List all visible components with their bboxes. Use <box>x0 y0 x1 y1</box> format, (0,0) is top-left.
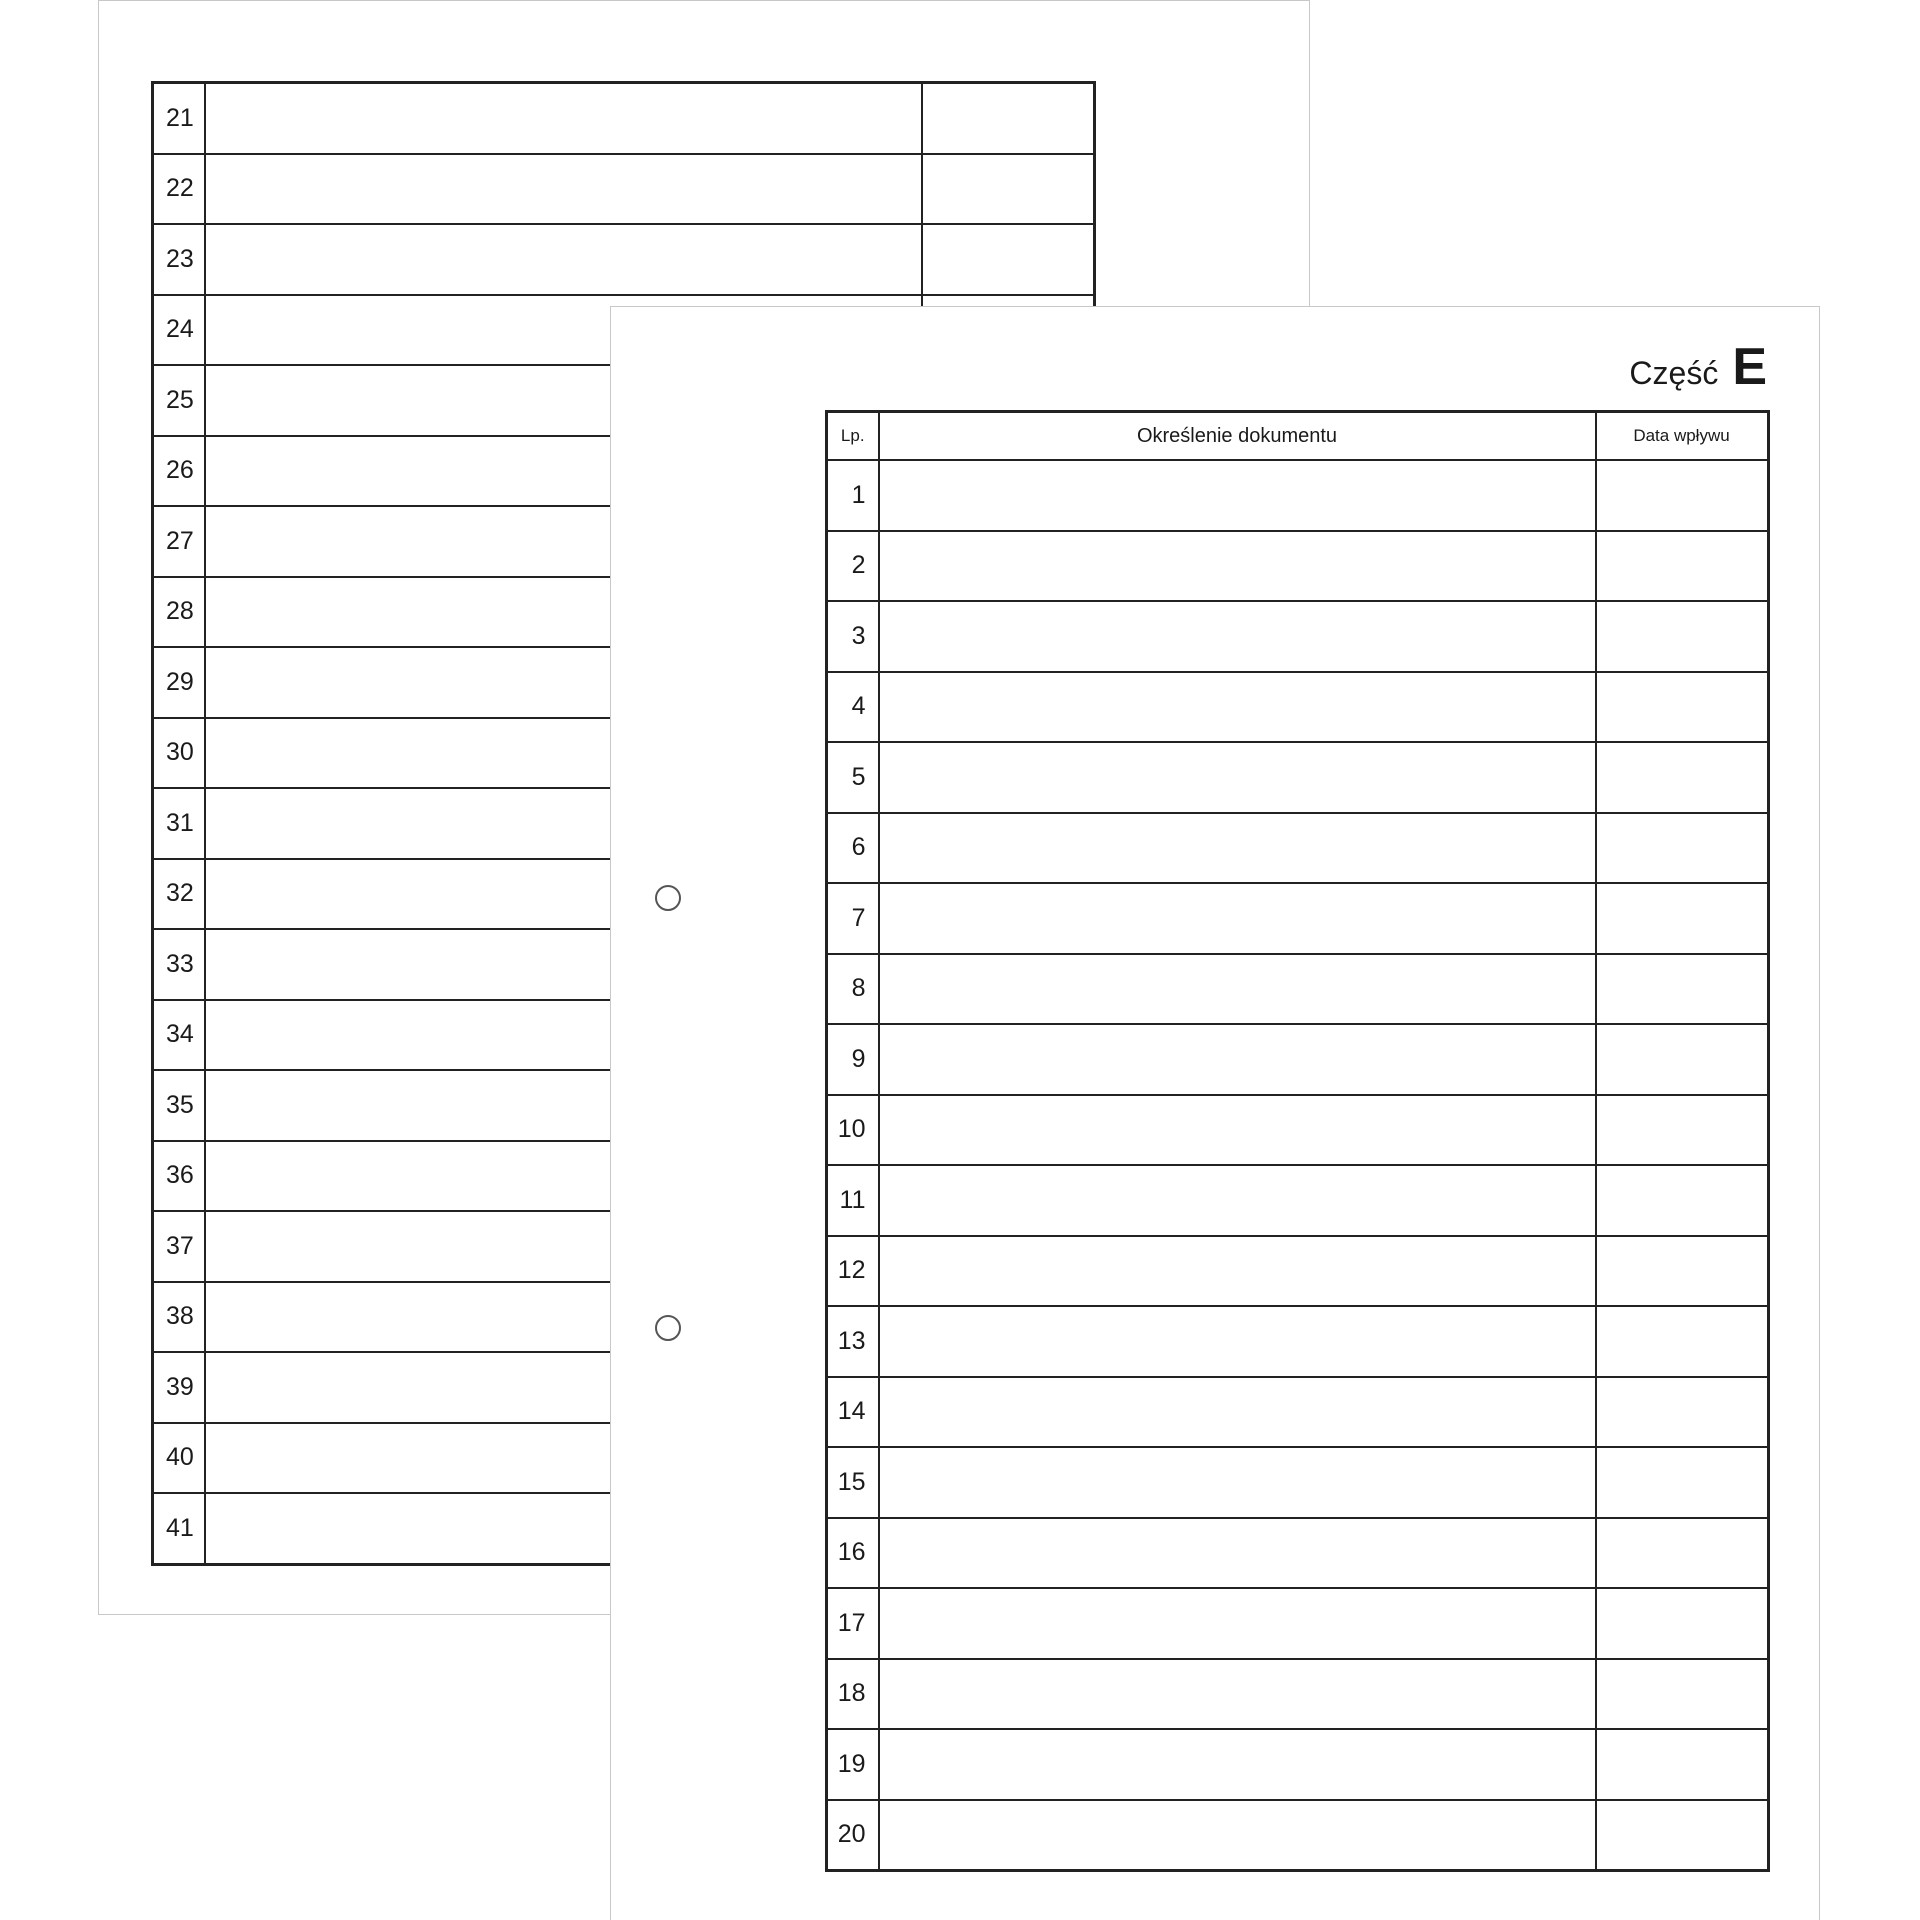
date-cell[interactable] <box>1596 742 1769 813</box>
table-row <box>827 1800 1769 1871</box>
row-number: 8 <box>827 954 879 1025</box>
table-row <box>153 83 1095 154</box>
date-cell[interactable] <box>922 224 1095 295</box>
row-number: 2 <box>827 531 879 602</box>
date-cell[interactable] <box>922 83 1095 154</box>
table-row <box>827 954 1769 1025</box>
row-number: 24 <box>153 295 205 366</box>
description-cell[interactable] <box>879 1095 1596 1166</box>
table-row <box>827 1377 1769 1448</box>
row-number: 40 <box>153 1423 205 1494</box>
description-cell[interactable] <box>879 813 1596 884</box>
description-cell[interactable] <box>205 154 922 225</box>
description-cell[interactable] <box>879 954 1596 1025</box>
description-cell[interactable] <box>879 1165 1596 1236</box>
description-cell[interactable] <box>205 224 922 295</box>
row-number: 22 <box>153 154 205 225</box>
row-number: 36 <box>153 1141 205 1212</box>
description-cell[interactable] <box>879 1377 1596 1448</box>
description-cell[interactable] <box>879 742 1596 813</box>
row-number: 7 <box>827 883 879 954</box>
date-cell[interactable] <box>922 154 1095 225</box>
table-row <box>827 1024 1769 1095</box>
date-cell[interactable] <box>1596 601 1769 672</box>
front-table-body <box>827 460 1769 1871</box>
description-cell[interactable] <box>205 83 922 154</box>
row-number: 26 <box>153 436 205 507</box>
description-cell[interactable] <box>879 460 1596 531</box>
header-description: Określenie dokumentu <box>879 412 1596 461</box>
row-number: 25 <box>153 365 205 436</box>
table-row <box>827 1165 1769 1236</box>
table-row <box>827 1095 1769 1166</box>
description-cell[interactable] <box>879 1518 1596 1589</box>
header-lp: Lp. <box>827 412 879 461</box>
date-cell[interactable] <box>1596 1095 1769 1166</box>
row-number: 30 <box>153 718 205 789</box>
date-cell[interactable] <box>1596 954 1769 1025</box>
date-cell[interactable] <box>1596 460 1769 531</box>
row-number: 3 <box>827 601 879 672</box>
description-cell[interactable] <box>879 883 1596 954</box>
date-cell[interactable] <box>1596 1518 1769 1589</box>
date-cell[interactable] <box>1596 1306 1769 1377</box>
row-number: 1 <box>827 460 879 531</box>
date-cell[interactable] <box>1596 813 1769 884</box>
table-row <box>827 601 1769 672</box>
punch-hole-icon <box>655 1315 681 1341</box>
row-number: 6 <box>827 813 879 884</box>
row-number: 11 <box>827 1165 879 1236</box>
row-number: 17 <box>827 1588 879 1659</box>
table-row <box>827 1729 1769 1800</box>
row-number: 5 <box>827 742 879 813</box>
row-number: 19 <box>827 1729 879 1800</box>
description-cell[interactable] <box>879 531 1596 602</box>
section-title <box>1629 337 1767 397</box>
table-row <box>827 1447 1769 1518</box>
description-cell[interactable] <box>879 1729 1596 1800</box>
date-cell[interactable] <box>1596 1729 1769 1800</box>
row-number: 35 <box>153 1070 205 1141</box>
description-cell[interactable] <box>879 1800 1596 1871</box>
date-cell[interactable] <box>1596 1800 1769 1871</box>
date-cell[interactable] <box>1596 1588 1769 1659</box>
row-number: 34 <box>153 1000 205 1071</box>
row-number: 32 <box>153 859 205 930</box>
date-cell[interactable] <box>1596 1447 1769 1518</box>
date-cell[interactable] <box>1596 883 1769 954</box>
description-cell[interactable] <box>879 1306 1596 1377</box>
table-row <box>827 1306 1769 1377</box>
date-cell[interactable] <box>1596 672 1769 743</box>
row-number: 15 <box>827 1447 879 1518</box>
table-row <box>827 531 1769 602</box>
section-title-letter: E <box>1732 338 1767 396</box>
description-cell[interactable] <box>879 672 1596 743</box>
date-cell[interactable] <box>1596 1024 1769 1095</box>
row-number: 21 <box>153 83 205 154</box>
row-number: 37 <box>153 1211 205 1282</box>
header-date: Data wpływu <box>1596 412 1769 461</box>
table-row <box>827 460 1769 531</box>
table-row <box>827 813 1769 884</box>
row-number: 10 <box>827 1095 879 1166</box>
date-cell[interactable] <box>1596 1165 1769 1236</box>
table-row <box>827 1518 1769 1589</box>
table-row <box>153 154 1095 225</box>
row-number: 23 <box>153 224 205 295</box>
table-row <box>827 1588 1769 1659</box>
row-number: 38 <box>153 1282 205 1353</box>
date-cell[interactable] <box>1596 1659 1769 1730</box>
row-number: 39 <box>153 1352 205 1423</box>
description-cell[interactable] <box>879 1024 1596 1095</box>
table-row <box>827 742 1769 813</box>
punch-hole-icon <box>655 885 681 911</box>
table-row <box>827 1659 1769 1730</box>
front-sheet <box>610 306 1820 1920</box>
table-row <box>827 1236 1769 1307</box>
row-number: 4 <box>827 672 879 743</box>
row-number: 41 <box>153 1493 205 1564</box>
date-cell[interactable] <box>1596 1236 1769 1307</box>
row-number: 13 <box>827 1306 879 1377</box>
row-number: 28 <box>153 577 205 648</box>
table-header-row <box>827 412 1769 461</box>
description-cell[interactable] <box>879 1236 1596 1307</box>
row-number: 20 <box>827 1800 879 1871</box>
table-row <box>827 883 1769 954</box>
front-register-table <box>825 410 1770 1872</box>
row-number: 12 <box>827 1236 879 1307</box>
description-cell[interactable] <box>879 1659 1596 1730</box>
row-number: 18 <box>827 1659 879 1730</box>
date-cell[interactable] <box>1596 531 1769 602</box>
row-number: 27 <box>153 506 205 577</box>
row-number: 14 <box>827 1377 879 1448</box>
date-cell[interactable] <box>1596 1377 1769 1448</box>
description-cell[interactable] <box>879 1447 1596 1518</box>
row-number: 16 <box>827 1518 879 1589</box>
row-number: 29 <box>153 647 205 718</box>
description-cell[interactable] <box>879 1588 1596 1659</box>
description-cell[interactable] <box>879 601 1596 672</box>
row-number: 33 <box>153 929 205 1000</box>
table-row <box>153 224 1095 295</box>
row-number: 31 <box>153 788 205 859</box>
table-row <box>827 672 1769 743</box>
section-title-word: Część <box>1629 355 1719 391</box>
row-number: 9 <box>827 1024 879 1095</box>
